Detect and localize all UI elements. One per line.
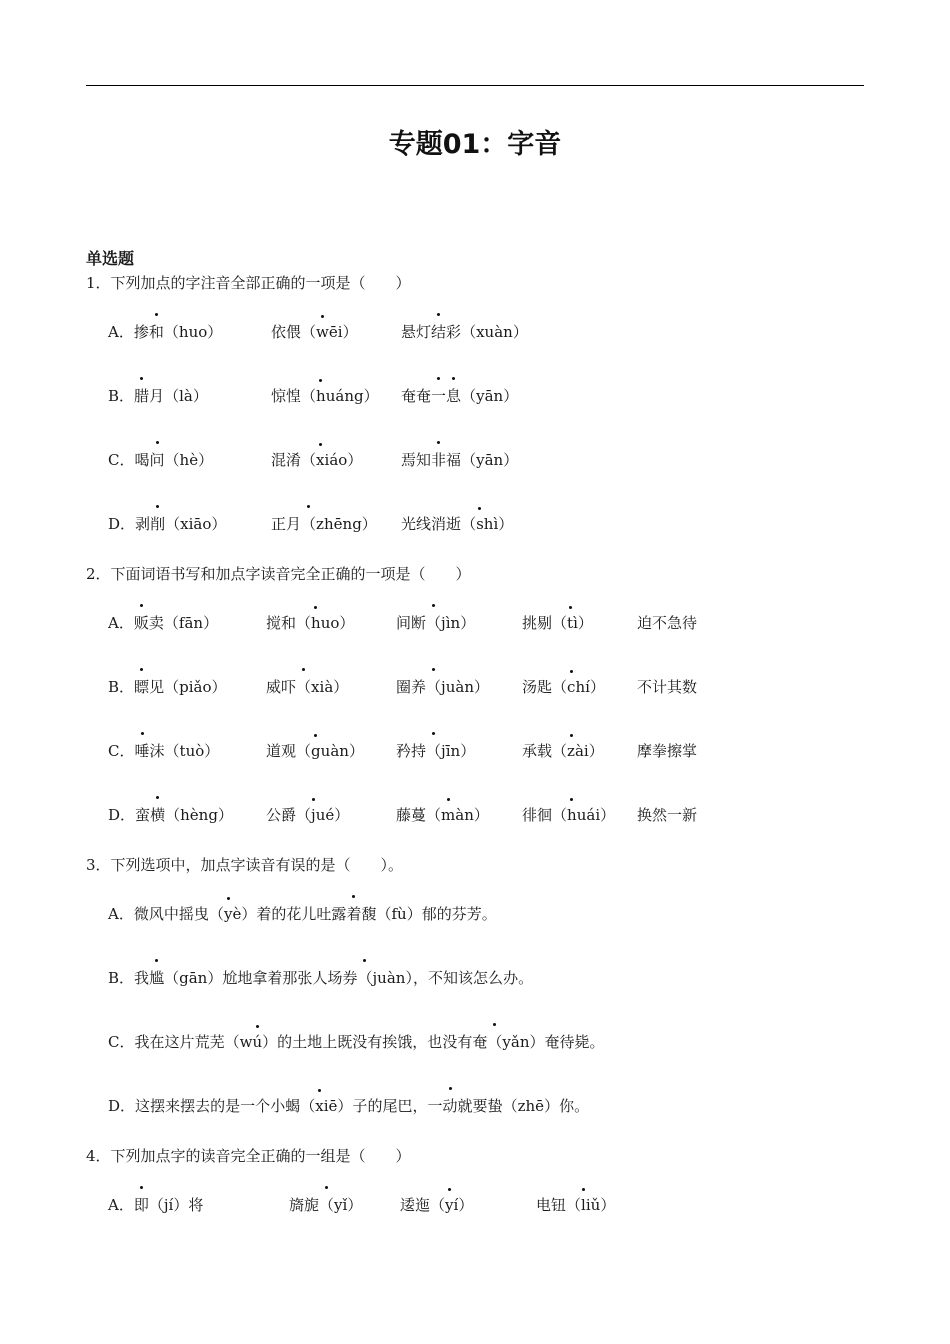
option-term: 正月（ zhēng） (271, 513, 377, 534)
option-term: C．喝问 （hè） (108, 449, 213, 470)
option-term: 间断（ jìn） (396, 612, 475, 633)
option-term: B．瞟 见（piǎo） (108, 676, 227, 697)
emphasis-dot (307, 505, 310, 508)
emphasis-dot (156, 796, 159, 799)
option-term: 公爵（j ué） (266, 804, 349, 825)
page-title: 专题01：字音 (388, 129, 562, 160)
emphasis-dot (140, 668, 143, 671)
question-stem: 1．下列加点的字注音全部正确的一项是（ ） (86, 274, 411, 292)
emphasis-dot (314, 606, 317, 609)
emphasis-dot (140, 604, 143, 607)
emphasis-dot (432, 668, 435, 671)
option-term: 承载（z ài） (522, 740, 604, 761)
emphasis-dot (493, 1023, 496, 1026)
option-term: 汤匙（c hí） (522, 676, 605, 697)
option-term: D．蛮横 （hèng） (108, 804, 233, 825)
emphasis-dot (432, 604, 435, 607)
option-term: 挑剔（t ì） (522, 612, 593, 633)
emphasis-dot (321, 315, 324, 318)
option-term: B．我尴 （gān）尬地拿着那张人场券（ juàn），不知该怎么办。 (108, 967, 533, 988)
emphasis-dot (449, 1087, 452, 1090)
emphasis-dot (437, 313, 440, 316)
emphasis-dot (319, 379, 322, 382)
question-stem: 2．下面词语书写和加点字读音完全正确的一项是（ ） (86, 565, 471, 583)
option-term: C．我在这片荒芜（wú ）的土地上既没有挨饿，也没有奄（ yǎn）奄待毙。 (108, 1031, 605, 1052)
option-term: 焉知非 福（yān） (401, 449, 518, 470)
option-term: 光线消逝（s hì） (401, 513, 513, 534)
section-heading: 单选题 (86, 249, 135, 268)
emphasis-dot (256, 1025, 259, 1028)
emphasis-dot (352, 895, 355, 898)
option-term: D．这摆来摆去的是一个小蝎（x iē）子的尾巴，一动 就要蛰（zhē）你。 (108, 1095, 589, 1116)
emphasis-dot (302, 668, 305, 671)
emphasis-dot (155, 959, 158, 962)
emphasis-dot (437, 441, 440, 444)
option-term: 换然一新 (637, 806, 698, 824)
option-term: 依偎（w ēi） (271, 321, 358, 342)
option-term: 惊惶（h uáng） (271, 385, 379, 406)
option-term: 搅和（h uo） (266, 612, 354, 633)
emphasis-dot (140, 1186, 143, 1189)
option-term: D．剥削 （xiāo） (108, 513, 226, 534)
emphasis-dot (569, 606, 572, 609)
option-term: 电钮（l iǔ） (536, 1194, 615, 1215)
option-term: 威吓（ xià） (266, 676, 348, 697)
header-rule (86, 85, 864, 86)
option-term: 道观（g uàn） (266, 740, 364, 761)
emphasis-dot (437, 377, 440, 380)
emphasis-dot (570, 670, 573, 673)
option-term: C．唾 沫（tuò） (108, 740, 219, 761)
option-term: 混淆（x iáo） (271, 449, 362, 470)
option-term: A．微风中摇曳（y è）着的花儿吐露着 馥（fù）郁的芬芳。 (108, 903, 497, 924)
option-term: A．即 （jí）将 (108, 1194, 203, 1215)
emphasis-dot (319, 443, 322, 446)
emphasis-dot (314, 734, 317, 737)
emphasis-dot (155, 313, 158, 316)
option-term: A．贩 卖（fān） (108, 612, 218, 633)
emphasis-dot (156, 441, 159, 444)
emphasis-dot (140, 377, 143, 380)
option-term: 旖旎（ yǐ） (289, 1194, 362, 1215)
emphasis-dot (141, 732, 144, 735)
option-term: B．腊 月（là） (108, 385, 208, 406)
question-stem: 4．下列加点字的读音完全正确的一组是（ ） (86, 1147, 411, 1165)
option-term: 徘徊（h uái） (522, 804, 615, 825)
emphasis-dot (156, 505, 159, 508)
option-term: 摩拳擦掌 (637, 742, 698, 760)
option-term: 圈养（ juàn） (396, 676, 489, 697)
option-term: 奄奄一 息 （yān） (401, 385, 518, 406)
emphasis-dot (432, 732, 435, 735)
option-term: 矜持（ jīn） (396, 740, 475, 761)
option-term: 不计其数 (637, 678, 698, 696)
question-stem: 3．下列选项中，加点字读音有误的是（ ）。 (86, 856, 404, 874)
emphasis-dot (363, 959, 366, 962)
option-term: 迫不急待 (637, 614, 698, 632)
emphasis-dot (570, 798, 573, 801)
emphasis-dot (452, 377, 455, 380)
emphasis-dot (227, 897, 230, 900)
emphasis-dot (318, 1089, 321, 1092)
emphasis-dot (582, 1188, 585, 1191)
emphasis-dot (570, 734, 573, 737)
emphasis-dot (325, 1186, 328, 1189)
emphasis-dot (447, 798, 450, 801)
option-term: 逶迤（y í） (400, 1194, 473, 1215)
option-term: 藤蔓（m àn） (396, 804, 489, 825)
option-term: 悬灯结 彩（xuàn） (401, 321, 528, 342)
emphasis-dot (448, 1188, 451, 1191)
emphasis-dot (478, 507, 481, 510)
emphasis-dot (312, 798, 315, 801)
option-term: A．掺和 （huo） (108, 321, 222, 342)
